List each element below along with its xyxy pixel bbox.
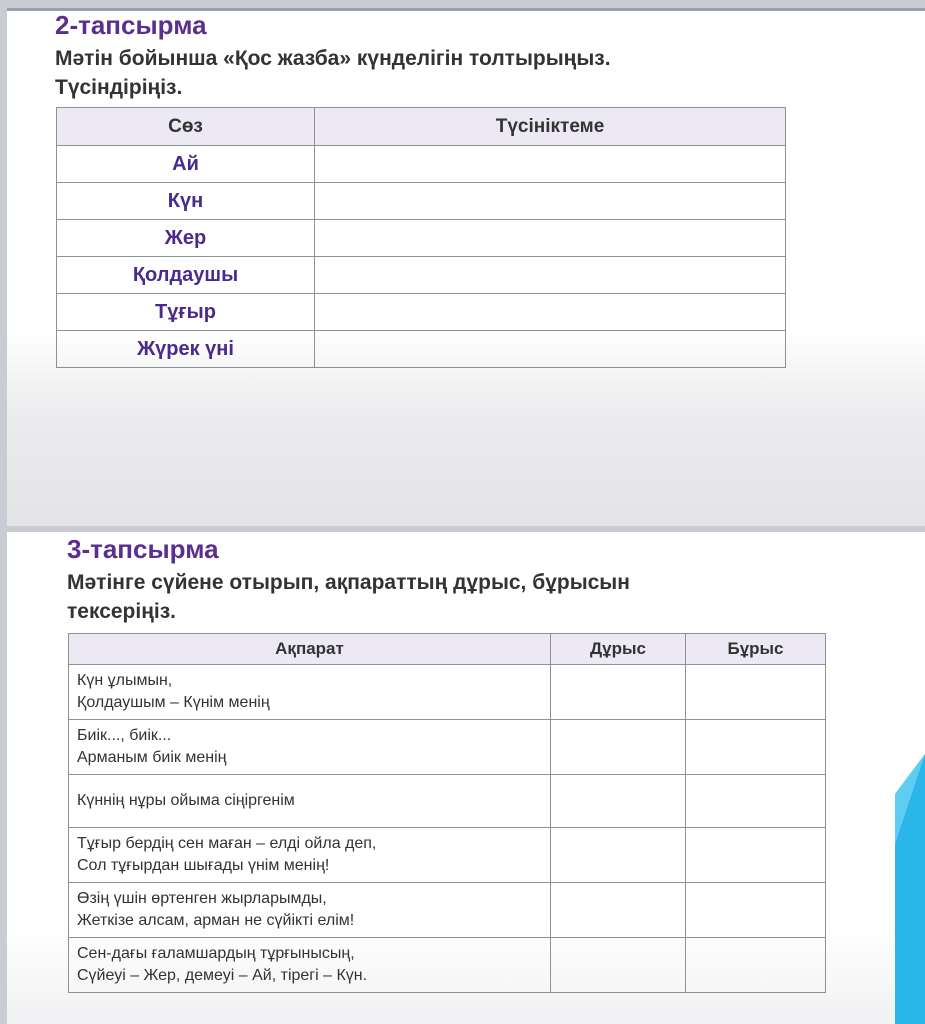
header-explanation: Түсініктеме xyxy=(315,108,786,146)
table-row xyxy=(69,720,826,775)
info-line: Сен-дағы ғаламшардың тұрғынысың, xyxy=(77,945,355,962)
table-row xyxy=(57,220,786,257)
task3-table xyxy=(68,633,826,993)
correct-cell[interactable] xyxy=(551,938,686,993)
info-line: Өзің үшін өртенген жырларымды, xyxy=(77,890,327,907)
task2-instruction-line2: Түсіндіріңіз. xyxy=(55,76,183,99)
table-row xyxy=(57,331,786,368)
correct-cell[interactable] xyxy=(551,665,686,720)
task2-table xyxy=(56,107,786,368)
word-cell: Тұғыр xyxy=(57,294,315,331)
correct-cell[interactable] xyxy=(551,720,686,775)
info-cell xyxy=(69,720,551,775)
explanation-cell[interactable] xyxy=(315,220,786,257)
header-word: Сөз xyxy=(57,108,315,146)
task3-instruction xyxy=(67,568,630,626)
incorrect-cell[interactable] xyxy=(686,720,826,775)
word-cell: Жер xyxy=(57,220,315,257)
info-line: Жеткізе алсам, арман не сүйікті елім! xyxy=(77,912,355,929)
word-cell: Қолдаушы xyxy=(57,257,315,294)
task3-instruction-line2: тексеріңіз. xyxy=(67,600,177,623)
table-row xyxy=(69,828,826,883)
correct-cell[interactable] xyxy=(551,775,686,828)
task2-title: 2-тапсырма xyxy=(55,10,207,40)
word-cell: Күн xyxy=(57,183,315,220)
info-line: Қолдаушым – Күнім менің xyxy=(77,694,270,711)
explanation-cell[interactable] xyxy=(315,331,786,368)
info-line: Сүйеуі – Жер, демеуі – Ай, тірегі – Күн. xyxy=(77,967,368,984)
info-cell xyxy=(69,883,551,938)
info-cell xyxy=(69,938,551,993)
explanation-cell[interactable] xyxy=(315,257,786,294)
header-incorrect: Бұрыс xyxy=(686,634,826,665)
table-row xyxy=(57,257,786,294)
incorrect-cell[interactable] xyxy=(686,938,826,993)
info-line: Арманым биік менің xyxy=(77,749,227,766)
info-cell xyxy=(69,775,551,828)
table-row xyxy=(57,183,786,220)
explanation-cell[interactable] xyxy=(315,183,786,220)
task2-header-row xyxy=(57,108,786,146)
task2-instruction-line1: Мәтін бойынша «Қос жазба» күнделігін толтырыңыз. xyxy=(55,47,611,70)
table-row xyxy=(69,938,826,993)
info-cell xyxy=(69,828,551,883)
table-row xyxy=(69,775,826,828)
correct-cell[interactable] xyxy=(551,883,686,938)
word-cell: Ай xyxy=(57,146,315,183)
header-correct: Дұрыс xyxy=(551,634,686,665)
incorrect-cell[interactable] xyxy=(686,883,826,938)
table-row xyxy=(57,294,786,331)
task3-header-row xyxy=(69,634,826,665)
explanation-cell[interactable] xyxy=(315,294,786,331)
correct-cell[interactable] xyxy=(551,828,686,883)
decorative-blue-wedge xyxy=(895,754,925,1024)
info-line: Тұғыр бердің сен маған – елді ойла деп, xyxy=(77,835,377,852)
table-row xyxy=(69,665,826,720)
task2-instruction xyxy=(55,44,611,102)
table-row xyxy=(57,146,786,183)
task3-slide xyxy=(7,532,925,1024)
word-cell: Жүрек үні xyxy=(57,331,315,368)
info-line: Сол тұғырдан шығады үнім менің! xyxy=(77,857,330,874)
task3-title: 3-тапсырма xyxy=(67,534,219,564)
info-line: Биік..., биік... xyxy=(77,727,172,744)
info-cell xyxy=(69,665,551,720)
explanation-cell[interactable] xyxy=(315,146,786,183)
incorrect-cell[interactable] xyxy=(686,775,826,828)
table-row xyxy=(69,883,826,938)
info-line: Күннің нұры ойыма сіңіргенім xyxy=(77,792,295,809)
incorrect-cell[interactable] xyxy=(686,828,826,883)
task3-instruction-line1: Мәтінге сүйене отырып, ақпараттың дұрыс, бұрысын xyxy=(67,571,630,594)
info-line: Күн ұлымын, xyxy=(77,672,173,689)
incorrect-cell[interactable] xyxy=(686,665,826,720)
task2-slide xyxy=(7,8,925,526)
header-information: Ақпарат xyxy=(69,634,551,665)
